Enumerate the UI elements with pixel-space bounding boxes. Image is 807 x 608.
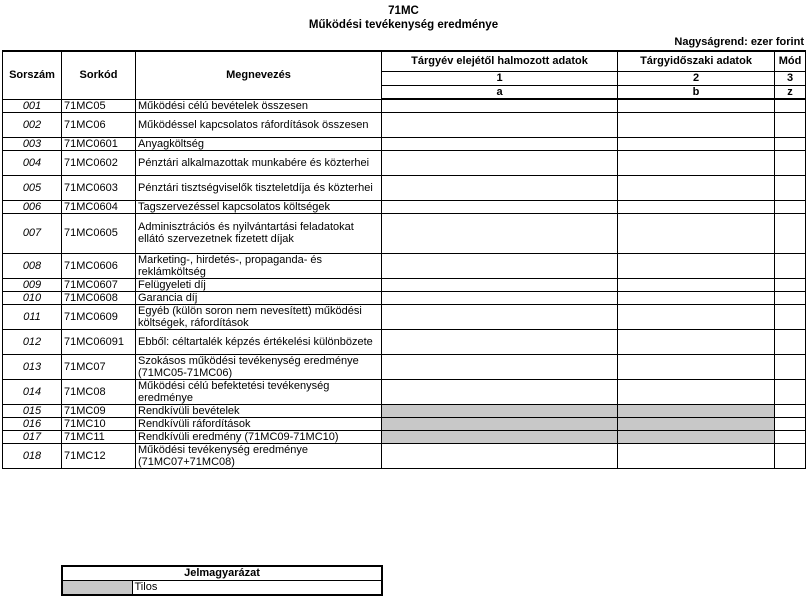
- table-row: [3, 329, 806, 354]
- row-code: 71MC07: [62, 354, 136, 379]
- table-row: [3, 278, 806, 291]
- value-cell-b[interactable]: [618, 329, 775, 354]
- table-row: [3, 175, 806, 200]
- value-cell-a[interactable]: [382, 137, 618, 150]
- table-row: [3, 354, 806, 379]
- row-number: 001: [3, 99, 62, 112]
- row-name: Rendkívüli ráfordítások: [136, 417, 382, 430]
- value-cell-mod[interactable]: [775, 99, 806, 112]
- value-cell-b: [618, 417, 775, 430]
- header-col-b: Tárgyidőszaki adatok: [618, 51, 775, 71]
- value-cell-a[interactable]: [382, 253, 618, 278]
- value-cell-mod[interactable]: [775, 213, 806, 253]
- row-number: 016: [3, 417, 62, 430]
- table-row: [3, 430, 806, 443]
- value-cell-mod[interactable]: [775, 175, 806, 200]
- value-cell-a[interactable]: [382, 213, 618, 253]
- row-code: 71MC10: [62, 417, 136, 430]
- header-col-z-num: 3: [775, 71, 806, 85]
- header-sorszam: Sorszám: [3, 51, 62, 99]
- value-cell-mod[interactable]: [775, 379, 806, 404]
- value-cell-a[interactable]: [382, 329, 618, 354]
- value-cell-a[interactable]: [382, 304, 618, 329]
- row-code: 71MC0607: [62, 278, 136, 291]
- table-row: [3, 253, 806, 278]
- value-cell-b[interactable]: [618, 354, 775, 379]
- value-cell-mod[interactable]: [775, 304, 806, 329]
- value-cell-mod[interactable]: [775, 253, 806, 278]
- row-number: 013: [3, 354, 62, 379]
- row-name: Rendkívüli bevételek: [136, 404, 382, 417]
- table-row: [3, 112, 806, 137]
- row-number: 007: [3, 213, 62, 253]
- legend-label: Tilos: [132, 581, 382, 596]
- legend-title: Jelmagyarázat: [62, 566, 382, 581]
- row-number: 014: [3, 379, 62, 404]
- value-cell-a[interactable]: [382, 200, 618, 213]
- row-number: 012: [3, 329, 62, 354]
- table-row: [3, 404, 806, 417]
- row-code: 71MC12: [62, 443, 136, 468]
- value-cell-mod[interactable]: [775, 417, 806, 430]
- table-row: [3, 213, 806, 253]
- row-code: 71MC0608: [62, 291, 136, 304]
- value-cell-mod[interactable]: [775, 137, 806, 150]
- header-col-z: Mód: [775, 51, 806, 71]
- value-cell-a[interactable]: [382, 99, 618, 112]
- row-name: Marketing-, hirdetés-, propaganda- és reklámköltség: [136, 253, 382, 278]
- row-name: Ebből: céltartalék képzés értékelési különbözete: [136, 329, 382, 354]
- row-name: Tagszervezéssel kapcsolatos költségek: [136, 200, 382, 213]
- value-cell-mod[interactable]: [775, 354, 806, 379]
- value-cell-b[interactable]: [618, 291, 775, 304]
- value-cell-b[interactable]: [618, 278, 775, 291]
- value-cell-a[interactable]: [382, 379, 618, 404]
- value-cell-mod[interactable]: [775, 150, 806, 175]
- row-name: Működési célú bevételek összesen: [136, 99, 382, 112]
- value-cell-b[interactable]: [618, 175, 775, 200]
- row-code: 71MC0603: [62, 175, 136, 200]
- row-name: Anyagköltség: [136, 137, 382, 150]
- value-cell-mod[interactable]: [775, 430, 806, 443]
- value-cell-b[interactable]: [618, 379, 775, 404]
- row-code: 71MC0606: [62, 253, 136, 278]
- header-megnevezes: Megnevezés: [136, 51, 382, 99]
- row-number: 015: [3, 404, 62, 417]
- row-code: 71MC06091: [62, 329, 136, 354]
- header-col-a-num: 1: [382, 71, 618, 85]
- row-code: 71MC0601: [62, 137, 136, 150]
- table-row: [3, 291, 806, 304]
- value-cell-b[interactable]: [618, 200, 775, 213]
- row-number: 017: [3, 430, 62, 443]
- row-number: 002: [3, 112, 62, 137]
- row-code: 71MC0609: [62, 304, 136, 329]
- value-cell-a: [382, 417, 618, 430]
- value-cell-b[interactable]: [618, 304, 775, 329]
- data-table: [2, 50, 806, 469]
- row-code: 71MC11: [62, 430, 136, 443]
- row-name: Rendkívüli eredmény (71MC09-71MC10): [136, 430, 382, 443]
- value-cell-b[interactable]: [618, 213, 775, 253]
- row-number: 004: [3, 150, 62, 175]
- row-number: 011: [3, 304, 62, 329]
- row-name: Felügyeleti díj: [136, 278, 382, 291]
- row-name: Egyéb (külön soron nem nevesített) működési költségek, ráfordítások: [136, 304, 382, 329]
- row-number: 010: [3, 291, 62, 304]
- table-row: [3, 417, 806, 430]
- table-row: [3, 137, 806, 150]
- row-name: Működési tevékenység eredménye (71MC07+71MC08): [136, 443, 382, 468]
- row-code: 71MC0604: [62, 200, 136, 213]
- form-title: Működési tevékenység eredménye: [308, 19, 499, 31]
- row-number: 005: [3, 175, 62, 200]
- value-cell-b: [618, 404, 775, 417]
- value-cell-a[interactable]: [382, 354, 618, 379]
- header-col-a-letter: a: [382, 85, 618, 99]
- legend-swatch: [62, 581, 132, 596]
- row-name: Működéssel kapcsolatos ráfordítások összesen: [136, 112, 382, 137]
- table-row: [3, 150, 806, 175]
- value-cell-b: [618, 430, 775, 443]
- value-cell-mod[interactable]: [775, 443, 806, 468]
- form-code: 71MC: [388, 5, 419, 17]
- value-cell-a[interactable]: [382, 112, 618, 137]
- row-code: 71MC06: [62, 112, 136, 137]
- value-cell-a[interactable]: [382, 175, 618, 200]
- row-code: 71MC0602: [62, 150, 136, 175]
- value-cell-mod[interactable]: [775, 291, 806, 304]
- value-cell-a[interactable]: [382, 443, 618, 468]
- header-col-b-num: 2: [618, 71, 775, 85]
- unit-label: Nagyságrend: ezer forint: [674, 36, 804, 48]
- row-code: 71MC08: [62, 379, 136, 404]
- value-cell-b[interactable]: [618, 99, 775, 112]
- table-row: [3, 443, 806, 468]
- value-cell-mod[interactable]: [775, 278, 806, 291]
- value-cell-b[interactable]: [618, 443, 775, 468]
- value-cell-a[interactable]: [382, 150, 618, 175]
- table-row: [3, 304, 806, 329]
- value-cell-a: [382, 404, 618, 417]
- value-cell-b[interactable]: [618, 253, 775, 278]
- row-code: 71MC09: [62, 404, 136, 417]
- header-col-z-letter: z: [775, 85, 806, 99]
- row-number: 008: [3, 253, 62, 278]
- value-cell-b[interactable]: [618, 137, 775, 150]
- row-name: Pénztári tisztségviselők tiszteletdíja és közterhei: [136, 175, 382, 200]
- row-name: Pénztári alkalmazottak munkabére és közterhei: [136, 150, 382, 175]
- header-sorkod: Sorkód: [62, 51, 136, 99]
- header-col-a: Tárgyév elejétől halmozott adatok: [382, 51, 618, 71]
- row-number: 006: [3, 200, 62, 213]
- value-cell-mod[interactable]: [775, 200, 806, 213]
- table-row: [3, 99, 806, 112]
- table-body: [3, 99, 806, 468]
- row-number: 003: [3, 137, 62, 150]
- row-number: 018: [3, 443, 62, 468]
- value-cell-mod[interactable]: [775, 112, 806, 137]
- value-cell-a[interactable]: [382, 278, 618, 291]
- row-number: 009: [3, 278, 62, 291]
- row-name: Adminisztrációs és nyilvántartási feladatokat ellátó szervezetnek fizetett díjak: [136, 213, 382, 253]
- row-name: Szokásos működési tevékenység eredménye (71MC05-71MC06): [136, 354, 382, 379]
- value-cell-a: [382, 430, 618, 443]
- value-cell-mod[interactable]: [775, 329, 806, 354]
- row-code: 71MC0605: [62, 213, 136, 253]
- table-row: [3, 379, 806, 404]
- value-cell-b[interactable]: [618, 150, 775, 175]
- legend-table: [61, 565, 383, 596]
- row-code: 71MC05: [62, 99, 136, 112]
- value-cell-a[interactable]: [382, 291, 618, 304]
- header-col-b-letter: b: [618, 85, 775, 99]
- value-cell-mod[interactable]: [775, 404, 806, 417]
- row-name: Garancia díj: [136, 291, 382, 304]
- value-cell-b[interactable]: [618, 112, 775, 137]
- row-name: Működési célú befektetési tevékenység eredménye: [136, 379, 382, 404]
- table-row: [3, 200, 806, 213]
